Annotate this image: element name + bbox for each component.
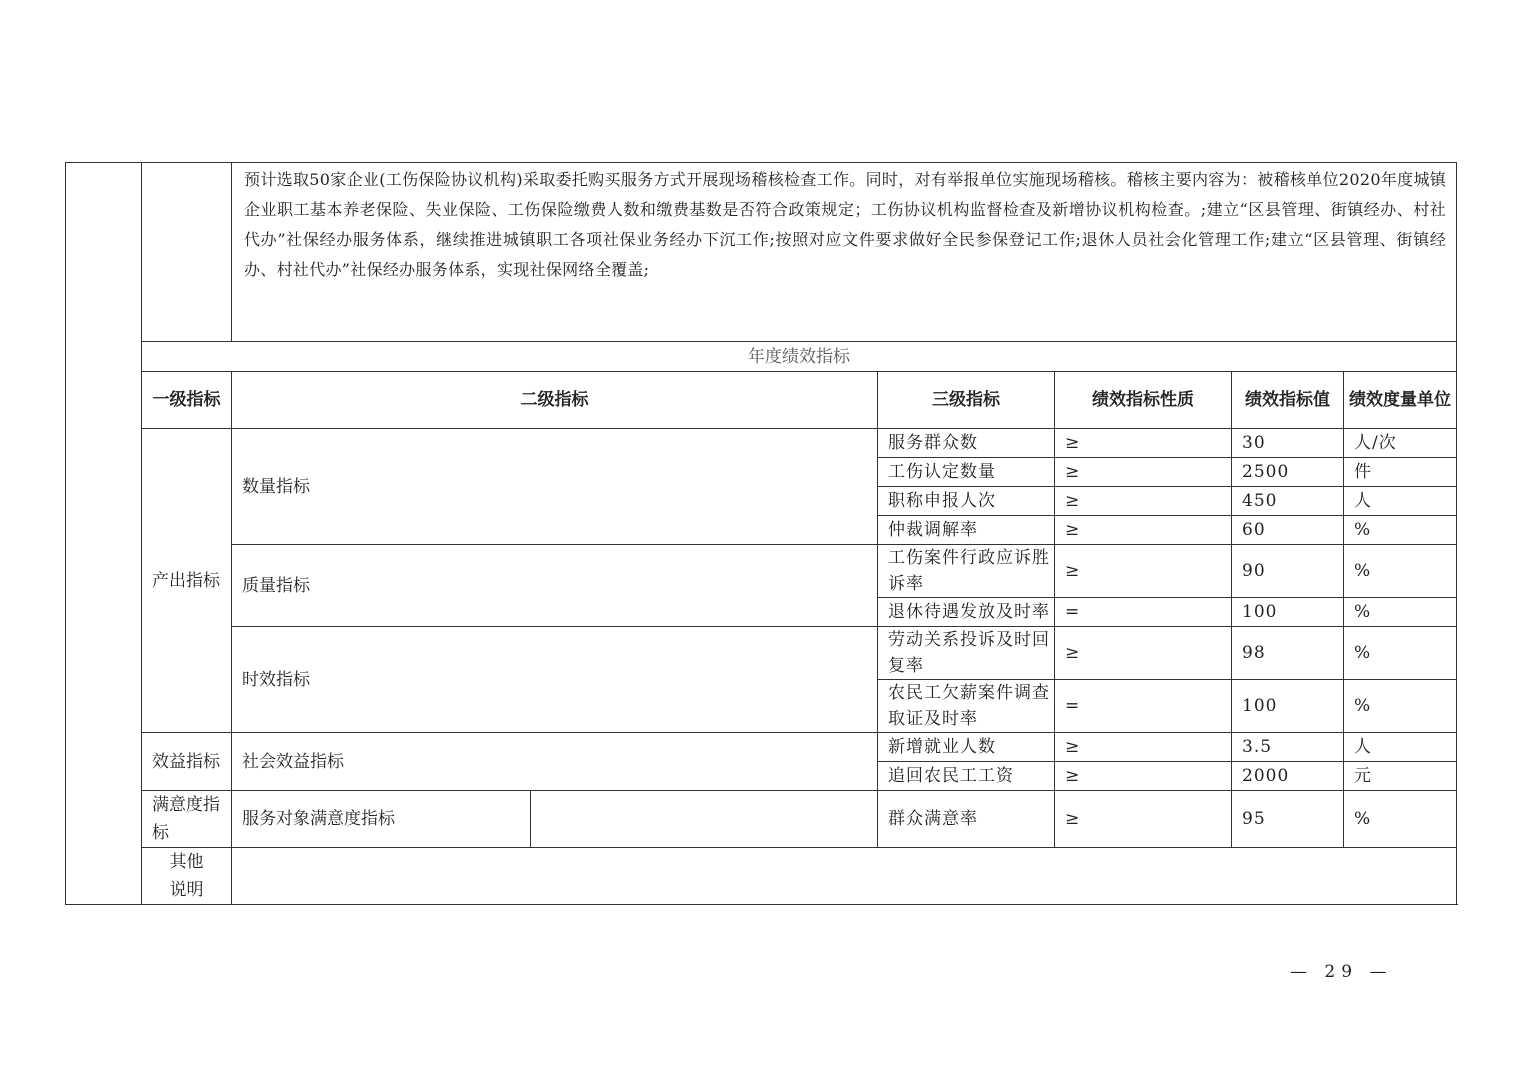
row-value: 2500 — [1232, 458, 1344, 487]
row-op: ≥ — [1055, 762, 1232, 791]
row-value: 3.5 — [1232, 733, 1344, 762]
description-text: 预计选取50家企业(工伤保险协议机构)采取委托购买服务方式开展现场稽核检查工作。同时，对有举报单位实施现场稽核。稽核主要内容为：被稽核单位2020年度城镇企业职工基本养老保险、失业保险、工伤保险缴费人数和缴费基数是否符合政策规定；工伤协议机构监督检查及新增协议机构检查。;建立“区县管理、街镇经办、村社代办”社保经办服务体系，继续推进城镇职工各项社保业务经办下沉工作;按照对应文件要求做好全民参保登记工作;退休人员社会化管理工作;建立“区县管理、街镇经办、村社代办”社保经办服务体系，实现社保网络全覆盖; — [232, 163, 1457, 342]
row-unit: 件 — [1344, 458, 1457, 487]
other-notes-label: 其他说明 — [142, 848, 232, 905]
group-quantity: 数量指标 — [232, 429, 878, 545]
row-name: 农民工欠薪案件调查取证及时率 — [878, 680, 1055, 733]
row-unit: % — [1344, 680, 1457, 733]
empty-cell — [531, 791, 878, 848]
row-op: ≥ — [1055, 545, 1232, 598]
table-row — [66, 733, 1457, 762]
page-number: — 29 — — [1290, 962, 1393, 982]
group-benefit: 效益指标 — [142, 733, 232, 791]
row-unit: % — [1344, 791, 1457, 848]
desc-label-cell — [142, 163, 232, 342]
row-value: 100 — [1232, 680, 1344, 733]
table-row — [66, 791, 1457, 848]
group-service-satisfaction: 服务对象满意度指标 — [232, 791, 531, 848]
header-level3: 三级指标 — [878, 372, 1055, 429]
row-unit: % — [1344, 516, 1457, 545]
row-value: 60 — [1232, 516, 1344, 545]
row-unit: % — [1344, 598, 1457, 627]
row-name: 工伤案件行政应诉胜诉率 — [878, 545, 1055, 598]
table-row — [66, 429, 1457, 458]
row-op: ≥ — [1055, 627, 1232, 680]
row-op: ≥ — [1055, 791, 1232, 848]
performance-table-page — [65, 162, 1456, 900]
table-row — [66, 545, 1457, 598]
row-value: 30 — [1232, 429, 1344, 458]
row-name: 退休待遇发放及时率 — [878, 598, 1055, 627]
row-unit: 人 — [1344, 487, 1457, 516]
row-op: ≥ — [1055, 487, 1232, 516]
section-title: 年度绩效指标 — [142, 342, 1457, 372]
header-value: 绩效指标值 — [1232, 372, 1344, 429]
row-op: = — [1055, 598, 1232, 627]
row-op: = — [1055, 680, 1232, 733]
group-quality: 质量指标 — [232, 545, 878, 627]
row-op: ≥ — [1055, 733, 1232, 762]
row-name: 工伤认定数量 — [878, 458, 1055, 487]
row-name: 劳动关系投诉及时回复率 — [878, 627, 1055, 680]
row-name: 服务群众数 — [878, 429, 1055, 458]
performance-table — [65, 162, 1457, 905]
group-satisfaction: 满意度指标 — [142, 791, 232, 848]
group-timeliness: 时效指标 — [232, 627, 878, 733]
header-level2: 二级指标 — [232, 372, 878, 429]
row-unit: % — [1344, 545, 1457, 598]
other-notes-value — [232, 848, 1457, 905]
row-name: 追回农民工工资 — [878, 762, 1055, 791]
row-name: 仲裁调解率 — [878, 516, 1055, 545]
row-name: 职称申报人次 — [878, 487, 1055, 516]
row-unit: 人/次 — [1344, 429, 1457, 458]
row-name: 群众满意率 — [878, 791, 1055, 848]
group-output: 产出指标 — [142, 429, 232, 733]
row-op: ≥ — [1055, 516, 1232, 545]
row-op: ≥ — [1055, 458, 1232, 487]
group-social: 社会效益指标 — [232, 733, 878, 791]
header-unit: 绩效度量单位 — [1344, 372, 1457, 429]
row-value: 95 — [1232, 791, 1344, 848]
row-value: 98 — [1232, 627, 1344, 680]
row-name: 新增就业人数 — [878, 733, 1055, 762]
row-unit: % — [1344, 627, 1457, 680]
table-row — [66, 627, 1457, 680]
left-margin-cell — [66, 163, 142, 905]
row-value: 100 — [1232, 598, 1344, 627]
row-value: 450 — [1232, 487, 1344, 516]
row-unit: 元 — [1344, 762, 1457, 791]
row-value: 90 — [1232, 545, 1344, 598]
table-header-row — [66, 372, 1457, 429]
row-unit: 人 — [1344, 733, 1457, 762]
row-value: 2000 — [1232, 762, 1344, 791]
header-level1: 一级指标 — [142, 372, 232, 429]
header-nature: 绩效指标性质 — [1055, 372, 1232, 429]
row-op: ≥ — [1055, 429, 1232, 458]
